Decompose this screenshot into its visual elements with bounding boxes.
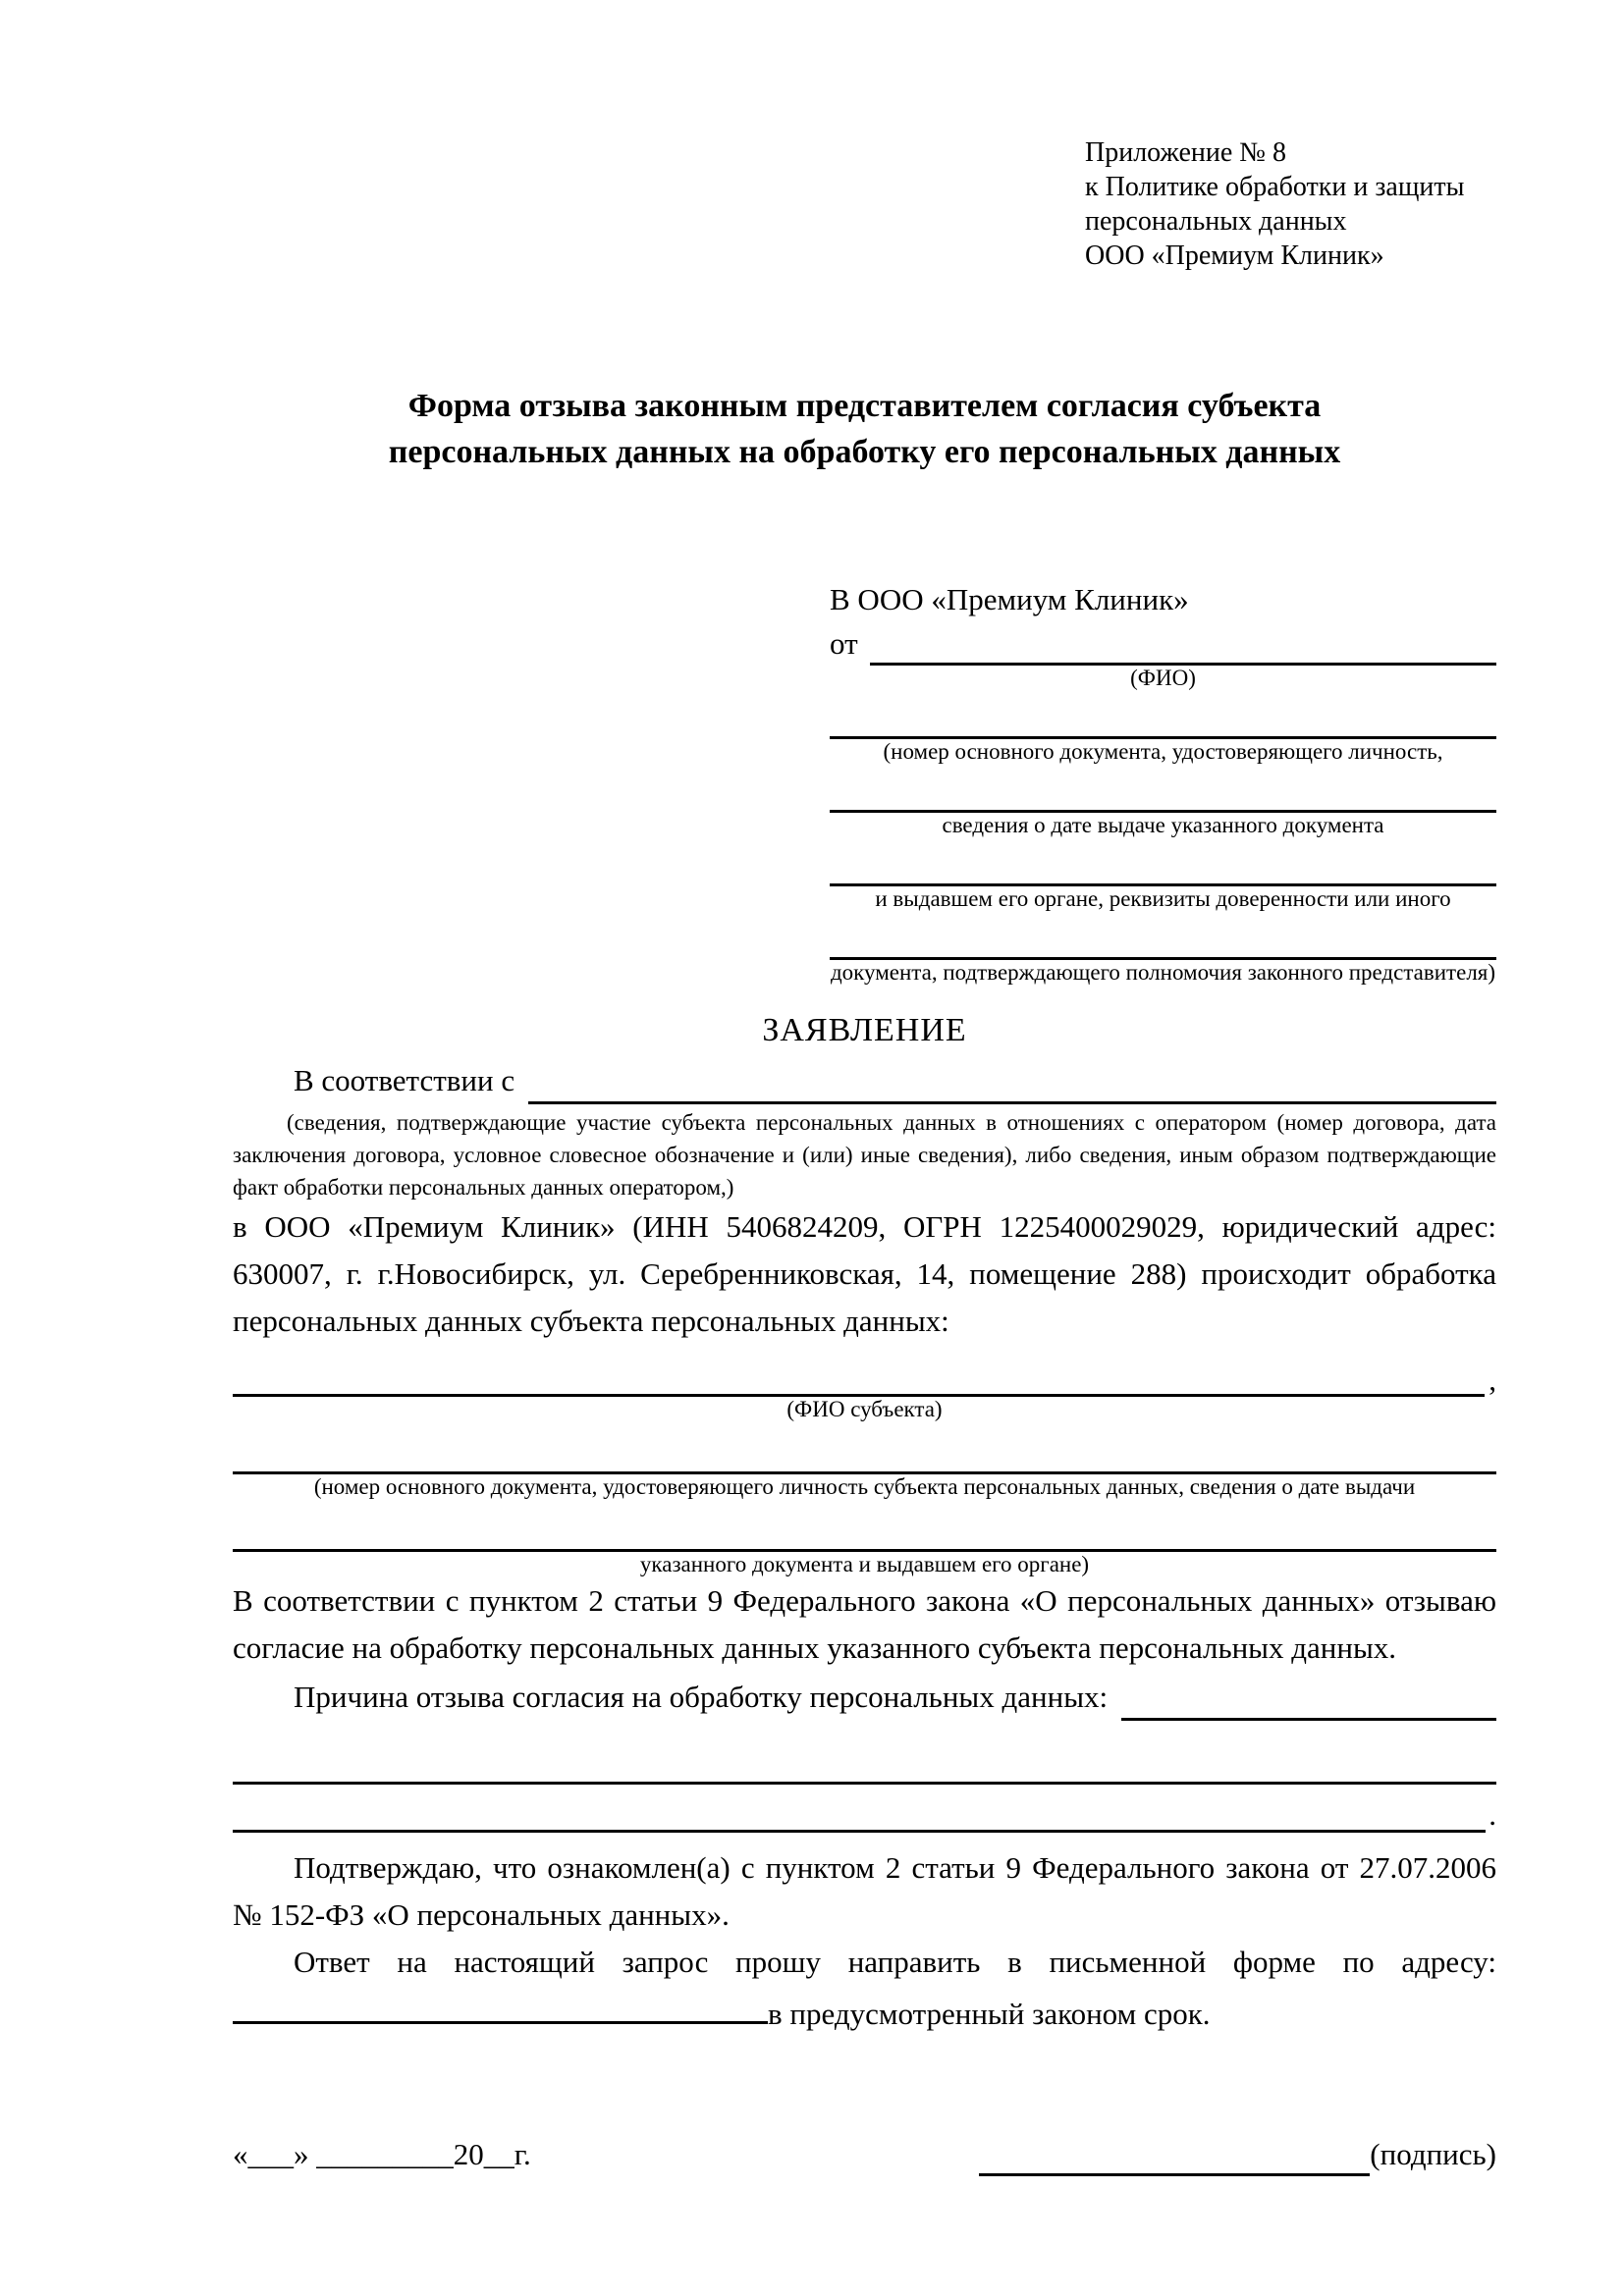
signature-field [979, 2132, 1496, 2176]
date-line: «___» _________20__г. [233, 2137, 531, 2171]
subject-fio-blank-line [233, 1345, 1485, 1397]
fio-caption: (ФИО) [1130, 666, 1196, 690]
subject-fio-suffix: , [1489, 1362, 1496, 1397]
subject-authority-blank-line [233, 1500, 1496, 1552]
addressee-block [830, 577, 1496, 986]
subject-authority-caption: указанного документа и выдавшем его органе) [639, 1552, 1090, 1576]
appendix-note-line: ООО «Премиум Клиник» [1085, 240, 1384, 271]
reason-blank-line [1121, 1677, 1496, 1721]
acknowledgement-paragraph: Подтверждаю, что ознакомлен(а) с пунктом 2 статьи 9 Федерального закона от 27.07.2006 № 152-ФЗ «О персональных данных». [233, 1850, 1496, 1932]
appendix-note-line: персональных данных [1085, 206, 1347, 237]
reason-continuation-blank-line [233, 1721, 1496, 1785]
subject-fio-caption: (ФИО субъекта) [786, 1397, 943, 1421]
response-address-suffix: в предусмотренный законом срок. [768, 1997, 1211, 2031]
document-title [233, 383, 1496, 475]
signature-blank-line [979, 2134, 1370, 2176]
representative-document-blank-line [830, 912, 1496, 960]
response-address-label: Ответ на настоящий запрос прошу направить в письменной форме по адресу: [294, 1945, 1496, 1979]
appendix-note-line: Приложение № 8 [1085, 137, 1286, 168]
reason-label: Причина отзыва согласия на обработку персональных данных: [294, 1680, 1109, 1714]
reason-field [233, 1674, 1496, 1721]
subject-fio-field [233, 1345, 1496, 1397]
response-address-field [233, 1986, 1496, 2038]
reason-tail-period: . [1489, 1797, 1496, 1832]
accordance-field [233, 1057, 1496, 1104]
reason-final-blank-line-row [233, 1785, 1496, 1833]
accordance-label: В соответствии с [294, 1063, 515, 1097]
subject-document-caption: (номер основного документа, удостоверяющего личность субъекта персональных данных, сведения о дате выдачи [313, 1474, 1416, 1499]
response-address-blank-line [233, 1986, 768, 2024]
appendix-note [1085, 135, 1496, 273]
signature-caption: (подпись) [1370, 2137, 1496, 2171]
statement-heading: ЗАЯВЛЕНИЕ [762, 1012, 967, 1048]
document-title-line: Форма отзыва законным представителем согласия субъекта [407, 388, 1322, 424]
signature-row [233, 2132, 1496, 2176]
from-label: от [830, 626, 858, 661]
document-number-caption: (номер основного документа, удостоверяющего личность, [883, 739, 1443, 764]
subject-document-blank-line [233, 1422, 1496, 1474]
issuing-authority-blank-line [830, 838, 1496, 886]
representative-document-caption: документа, подтверждающего полномочия законного представителя) [830, 960, 1496, 985]
addressee-organization: В ООО «Премиум Клиник» [830, 582, 1189, 616]
operator-paragraph: в ООО «Премиум Клиник» (ИНН 5406824209, ОГРН 1225400029029, юридический адрес: 630007, г. г.Новосибирск, ул. Серебренниковская, 14, помещение 288) происходит обработка персональных данных субъекта персональных данных: [233, 1209, 1496, 1338]
issue-date-caption: сведения о дате выдаче указанного документа [942, 813, 1384, 837]
appendix-note-line: к Политике обработки и защиты [1085, 172, 1465, 202]
subject-authority-field [233, 1500, 1496, 1552]
from-blank-line [870, 623, 1496, 666]
issuing-authority-caption: и выдавшем его органе, реквизиты доверенности или иного [875, 886, 1451, 911]
withdrawal-paragraph: В соответствии с пунктом 2 статьи 9 Федерального закона «О персональных данных» отзываю согласие на обработку персональных данных указанного субъекта персональных данных. [233, 1583, 1496, 1665]
from-field [830, 621, 1496, 666]
accordance-blank-line [528, 1060, 1496, 1104]
document-number-blank-line [830, 691, 1496, 739]
reason-final-blank-line [233, 1785, 1486, 1833]
issue-date-blank-line [830, 765, 1496, 813]
accordance-caption: (сведения, подтверждающие участие субъекта персональных данных в отношениях с оператором (номер договора, дата заключения договора, условное словесное обозначение и (или) иные сведения), либо сведения, иным образом подтверждающие факт обработки персональных данных оператором,) [233, 1110, 1496, 1200]
subject-document-field [233, 1422, 1496, 1474]
document-title-line: персональных данных на обработку его персональных данных [388, 434, 1341, 470]
